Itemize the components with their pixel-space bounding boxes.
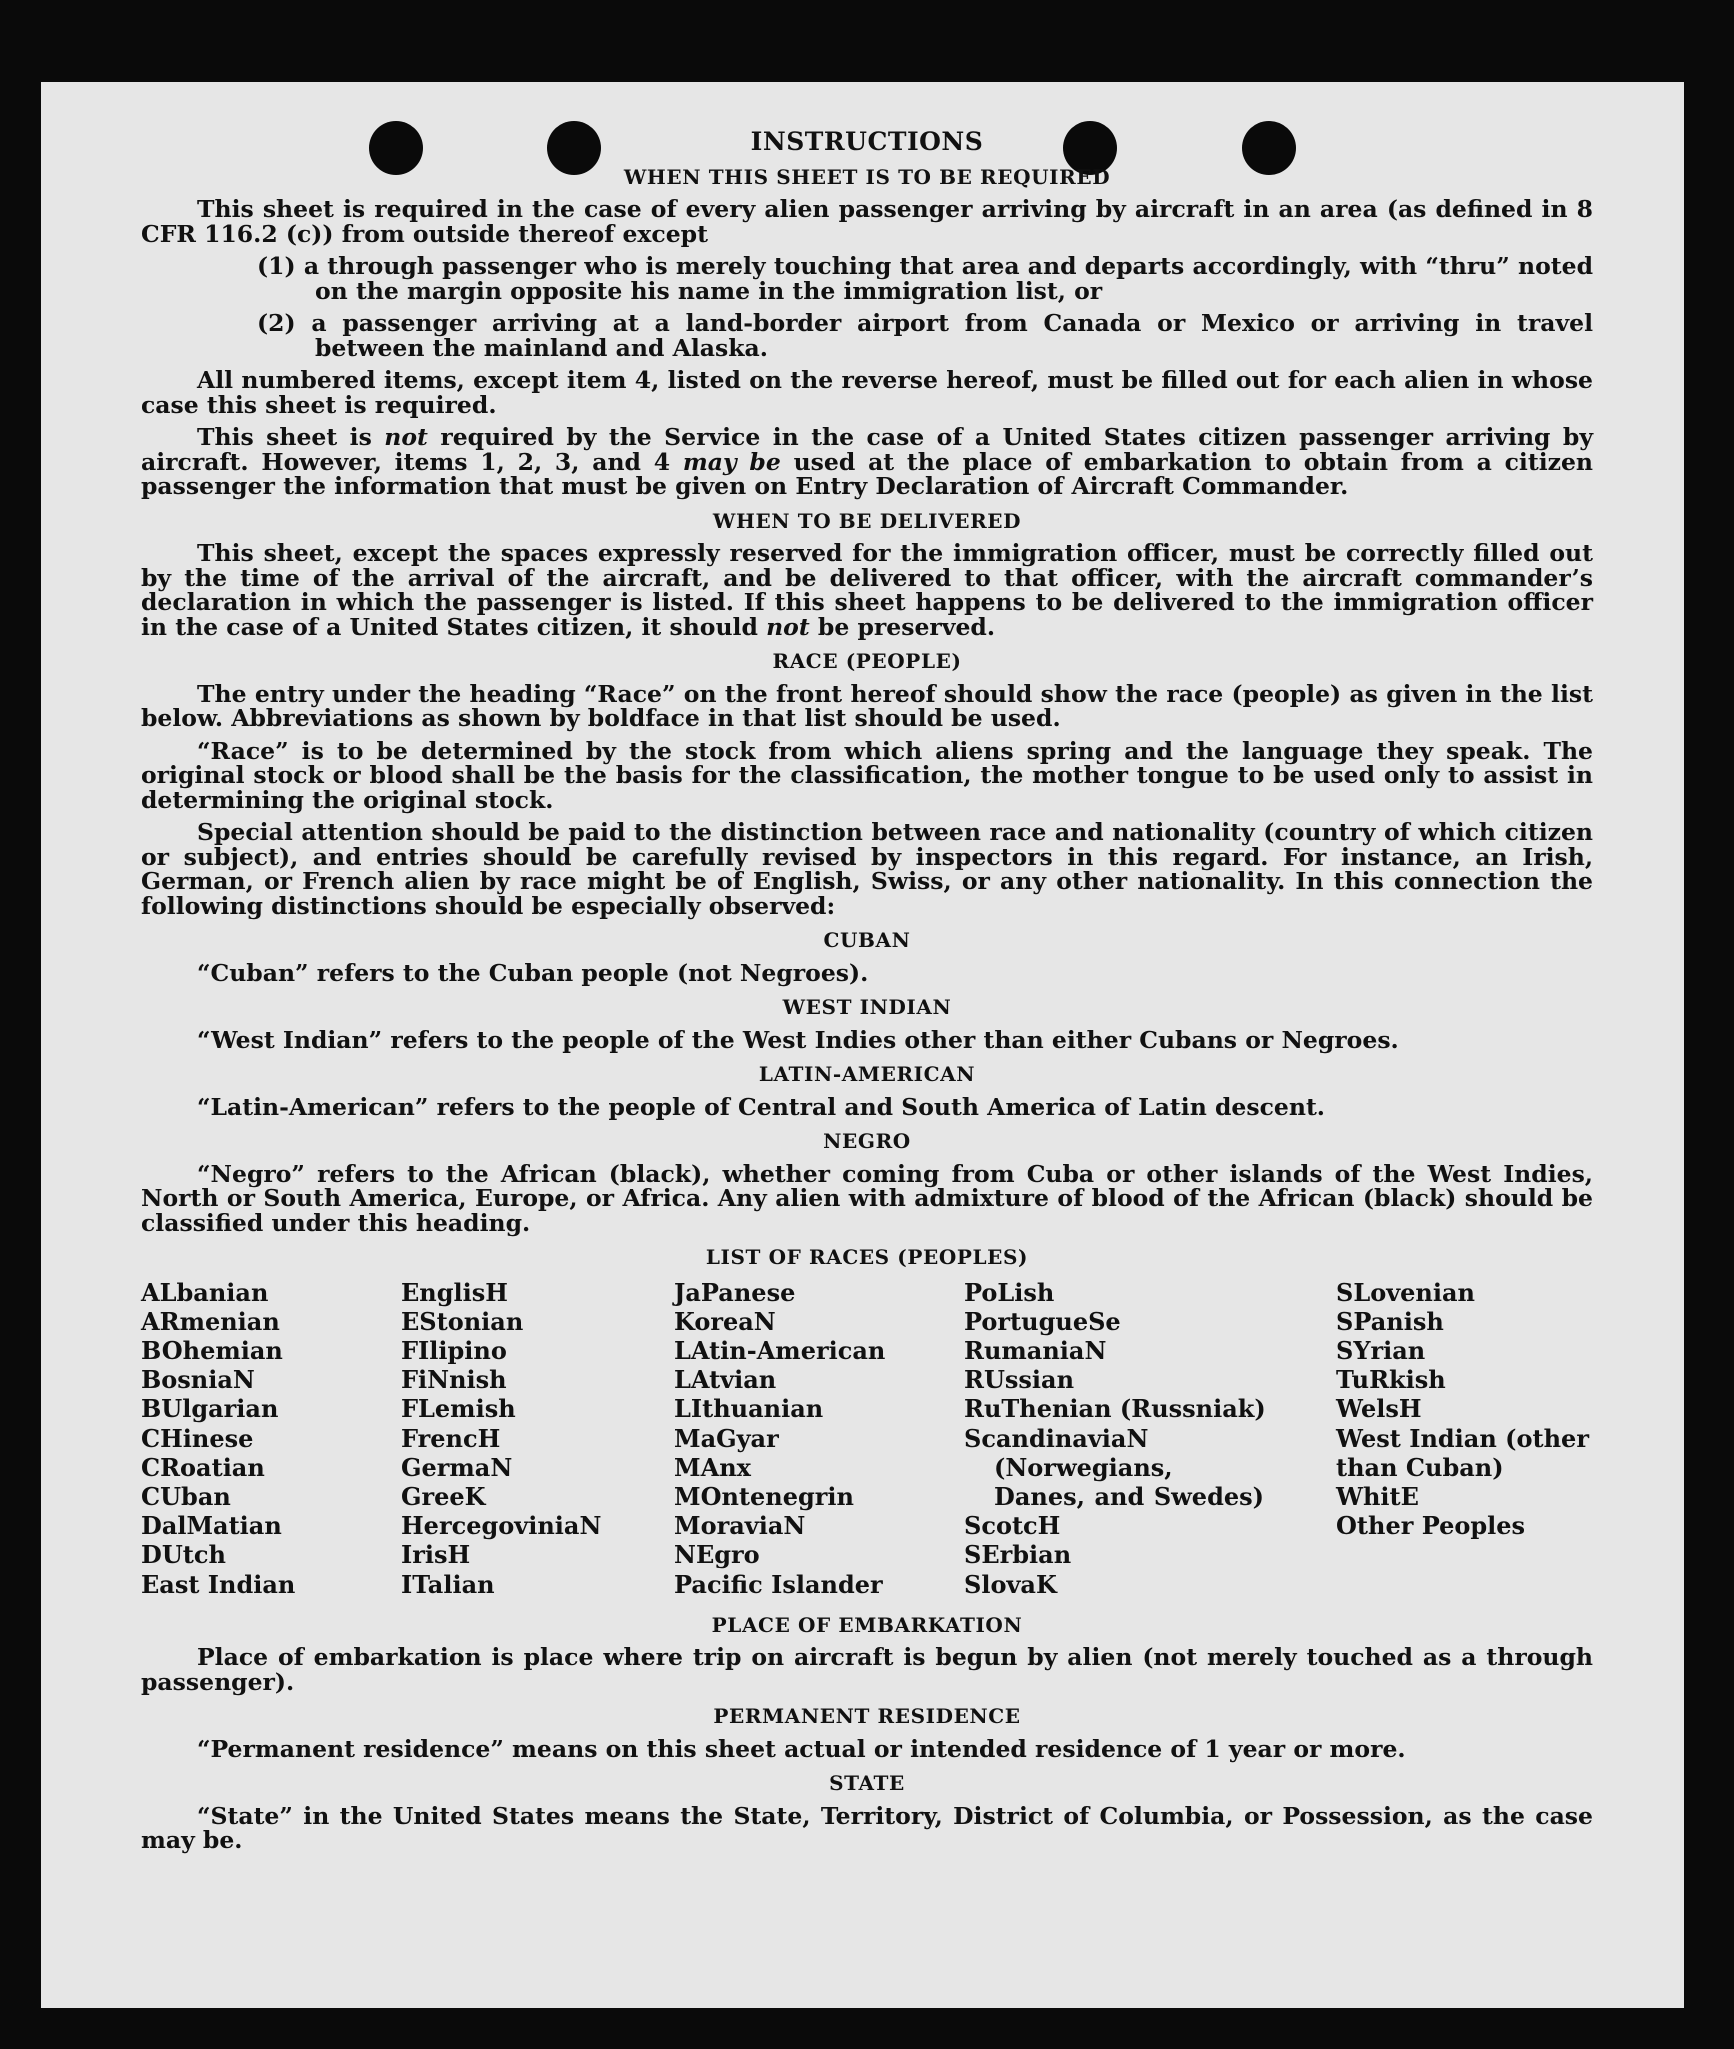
race-entry: BUlgarian [141,1394,279,1424]
race-entry: SYrian [1336,1335,1426,1365]
race-entry-scandinavian: ScandinaviaN (Norwegians, Danes, and Swedes) [964,1423,1264,1511]
races-column-5 [1336,1278,1598,1541]
race-entry: PoLish [964,1277,1055,1307]
race-entry: WhitE [1336,1481,1419,1511]
race-entry: FrencH [401,1423,501,1453]
permanent-residence-definition: “Permanent residence” means on this sheet actual or intended residence of 1 year or more. [197,1734,1406,1763]
race-entry: ALbanian [141,1277,269,1307]
cuban-definition: “Cuban” refers to the Cuban people (not Negroes). [197,958,869,987]
latin-american-definition: “Latin-American” refers to the people of Central and South America of Latin descent. [197,1092,1325,1121]
section-title-latin-american: LATIN-AMERICAN [758,1062,976,1086]
section-title-state: STATE [829,1771,905,1795]
race-paragraph-3: Special attention should be paid to the distinction between race and nationality (country of which citizen or subject), and entries should be carefully revised by inspectors in this regard. For instance, an Irish, German, or French alien by race might be of English, Swiss, or any other nationality. In this connection the following distinctions should be especially observed: [141,818,1593,920]
section-title-races-list: LIST OF RACES (PEOPLES) [705,1245,1029,1269]
race-entry: MaGyar [674,1423,779,1453]
race-entry: ARmenian [141,1306,280,1336]
section-title-required: WHEN THIS SHEET IS TO BE REQUIRED [623,164,1111,189]
embarkation-definition: Place of embarkation is place where trip on aircraft is begun by alien (not merely touched as a through passenger). [141,1643,1593,1696]
race-entry: GreeK [401,1481,486,1511]
section-title-embarkation: PLACE OF EMBARKATION [711,1612,1023,1637]
races-column-4 [964,1278,1264,1599]
race-entry: ITalian [401,1569,495,1599]
exception-item-1: (1) a through passenger who is merely touching that area and departs accordingly, with “thru” noted on the margin opposite his name in the immigration list, or [257,252,1593,305]
races-column-3 [674,1278,885,1599]
race-entry: KoreaN [674,1306,776,1336]
race-entry: IrisH [401,1540,471,1570]
race-entry: ScotcH [964,1511,1061,1541]
negro-definition: “Negro” refers to the African (black), whether coming from Cuba or other islands of the West Indies, North or South America, Europe, or Africa. Any alien with admixture of blood of the African (black) should be classified under this heading. [141,1159,1593,1237]
race-entry: Other Peoples [1336,1511,1526,1541]
race-entry: SLovenian [1336,1277,1475,1307]
races-list [141,1278,1593,1603]
race-entry: GermaN [401,1452,513,1482]
race-paragraph-1: The entry under the heading “Race” on the front hereof should show the race (people) as given in the list below. Abbreviations as shown by boldface in that list should be used. [141,679,1593,732]
race-entry: MAnx [674,1452,751,1482]
race-entry: RUssian [964,1365,1075,1395]
citizen-paragraph: This sheet is not required by the Service in the case of a United States citizen passenger arriving by aircraft. However, items 1, 2, 3, and 4 may be used at the place of embarkation to obtain from a citizen passenger the information that must be given on Entry Declaration of Aircraft Commander. [141,423,1594,500]
race-entry: DUtch [141,1540,226,1570]
race-entry: HercegoviniaN [401,1511,602,1541]
race-entry: EnglisH [401,1277,508,1307]
required-intro: This sheet is required in the case of every alien passenger arriving by aircraft in an area (as defined in 8 CFR 116.2 (c)) from outside thereof except [141,195,1593,248]
race-entry: LAtin-American [674,1335,886,1365]
race-entry: FLemish [401,1394,516,1424]
race-entry: BosniaN [141,1365,255,1395]
race-entry: MOntenegrin [674,1481,854,1511]
race-entry: RuThenian (Russniak) [964,1394,1266,1424]
races-column-1 [141,1278,295,1599]
race-entry: WelsH [1336,1394,1422,1424]
race-entry-west-indian: West Indian (other than Cuban) [1336,1423,1589,1482]
race-entry: FIlipino [401,1335,507,1365]
race-entry: SErbian [964,1540,1072,1570]
exception-item-2: (2) a passenger arriving at a land-border airport from Canada or Mexico or arriving in travel between the mainland and Alaska. [257,309,1593,362]
race-entry: Pacific Islander [674,1569,883,1599]
race-entry: East Indian [141,1569,296,1599]
race-entry: LIthuanian [674,1394,824,1424]
section-title-delivered: WHEN TO BE DELIVERED [712,508,1022,533]
section-title-race: RACE (PEOPLE) [772,649,962,673]
race-entry: CHinese [141,1423,254,1453]
section-title-negro: NEGRO [823,1129,911,1153]
race-entry: TuRkish [1336,1365,1446,1395]
section-title-cuban: CUBAN [823,928,911,952]
race-entry: LAtvian [674,1365,777,1395]
race-entry: SPanish [1336,1306,1444,1336]
race-entry: PortugueSe [964,1306,1121,1336]
west-indian-definition: “West Indian” refers to the people of the West Indies other than either Cubans or Negroes. [197,1025,1399,1054]
race-entry: FiNnish [401,1365,507,1395]
state-definition: “State” in the United States means the State, Territory, District of Columbia, or Possession, as the case may be. [141,1801,1593,1854]
all-items-paragraph: All numbered items, except item 4, listed on the reverse hereof, must be filled out for each alien in whose case this sheet is required. [141,366,1593,419]
race-entry: EStonian [401,1306,524,1336]
race-entry: NEgro [674,1540,760,1570]
race-entry: CUban [141,1481,231,1511]
race-entry: JaPanese [674,1277,796,1307]
race-entry: CRoatian [141,1452,265,1482]
race-entry: DalMatian [141,1511,282,1541]
races-column-2 [401,1278,601,1599]
delivered-paragraph: This sheet, except the spaces expressly reserved for the immigration officer, must be correctly filled out by the time of the arrival of the aircraft, and be delivered to that officer, with the aircraft commander’s declaration in which the passenger is listed. If this sheet happens to be delivered to the immigration officer in the case of a United States citizen, it should not be preserved. [141,539,1593,641]
page-title: INSTRUCTIONS [750,127,984,156]
instructions-content [141,127,1594,1861]
section-title-permanent-residence: PERMANENT RESIDENCE [713,1704,1021,1728]
document-sheet [41,82,1684,2008]
race-entry: MoraviaN [674,1511,806,1541]
race-entry: SlovaK [964,1569,1057,1599]
race-paragraph-2: “Race” is to be determined by the stock from which aliens spring and the language they speak. The original stock or blood shall be the basis for the classification, the mother tongue to be used only to assist in determining the original stock. [141,736,1593,814]
section-title-west-indian: WEST INDIAN [782,995,952,1019]
race-entry: BOhemian [141,1335,283,1365]
race-entry: RumaniaN [964,1335,1107,1365]
